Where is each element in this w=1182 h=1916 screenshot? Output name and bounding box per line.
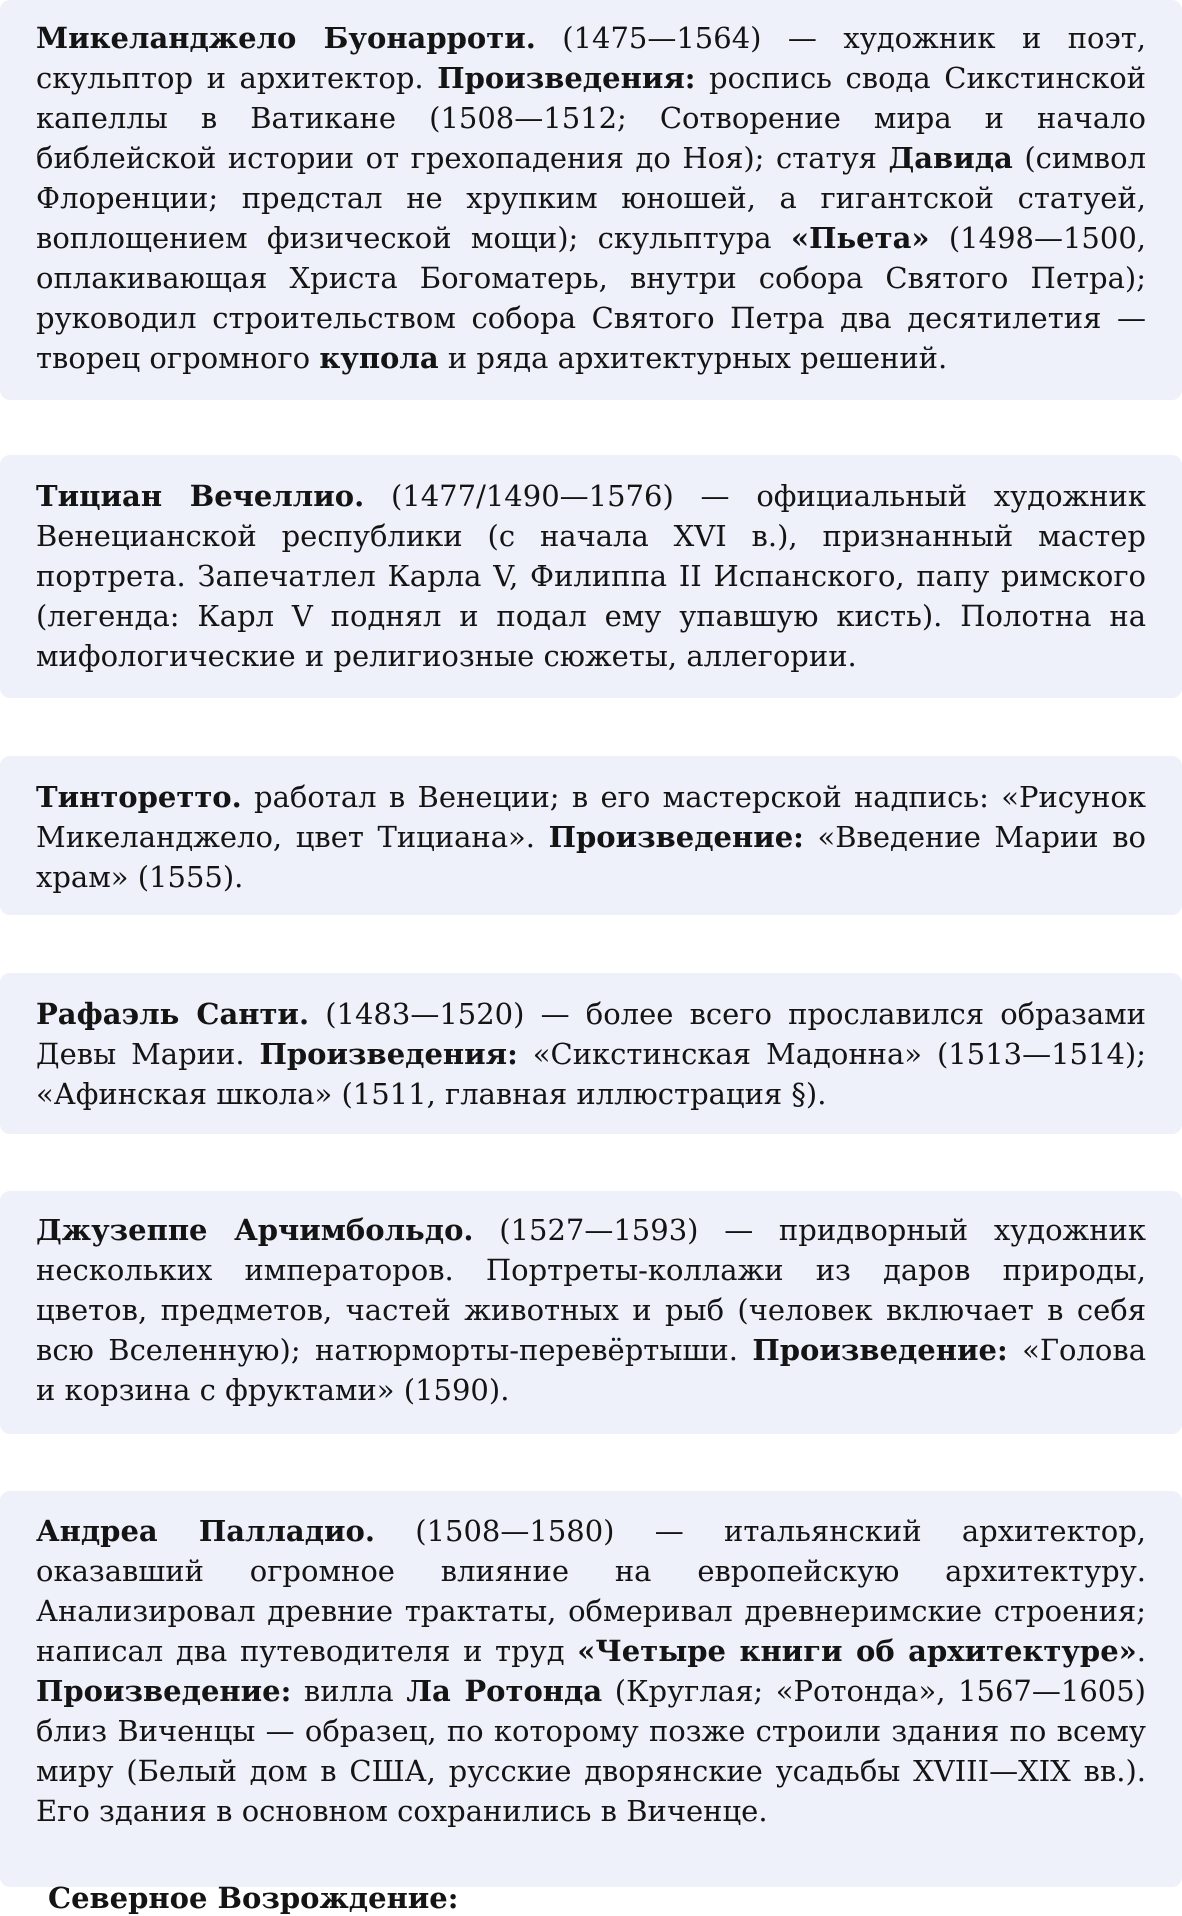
entry-card-raphael <box>0 973 1182 1134</box>
entry-name: Тициан Вечеллио. <box>36 479 365 513</box>
entry-text: Тинторетто. работал в Венеции; в его мастерской надпись: «Рисунок Микеланджело, цвет Тициана». Произведение: «Введение Марии во храм» (1555). <box>36 780 1147 894</box>
entry-text: Микеланджело Буонарроти. (1475—1564) — художник и поэт, скульптор и архитектор. Произведения: роспись свода Сикстинской капеллы в Ватикане (1508—1512; Сотворение мира и начало библейской истории от грехопадения до Ноя); статуя Давида (символ Флоренции; предстал не хрупким юношей, а гигантской статуей, воплощением физической мощи); скульптура «Пьета» (1498—1500, оплакивающая Христа Богоматерь, внутри собора Святого Петра); руководил строительством собора Святого Петра два десятилетия — творец огромного купола и ряда архитектурных решений. <box>36 21 1147 375</box>
entry-text: Рафаэль Санти. (1483—1520) — более всего прославился образами Девы Марии. Произведения: «Сикстинская Мадонна» (1513—1514); «Афинская школа» (1511, главная иллюстрация §). <box>36 997 1146 1111</box>
entry-text: Андреа Палладио. (1508—1580) — итальянский архитектор, оказавший огромное влияние на европейскую архитектуру. Анализировал древние трактаты, обмеривал древнеримские строения; написал два путеводителя и труд «Четыре книги об архитектуре». Произведение: вилла Ла Ротонда (Круглая; «Ротонда», 1567—1605) близ Виченцы — образец, по которому позже строили здания по всему миру (Белый дом в США, русские дворянские усадьбы XVIII—XIX вв.). Его здания в основном сохранились в Виченце. <box>36 1514 1147 1828</box>
entry-card-titian <box>0 455 1182 698</box>
entry-card-tintoretto <box>0 756 1182 915</box>
entry-name: Рафаэль Санти. <box>36 997 310 1031</box>
entry-text: Тициан Вечеллио. (1477/1490—1576) — официальный художник Венецианской республики (с начала XVI в.), признанный мастер портрета. Запечатлел Карла V, Филиппа II Испанского, папу римского (легенда: Карл V поднял и подал ему упавшую кисть). Полотна на мифологические и религиозные сюжеты, аллегории. <box>36 479 1147 673</box>
section-heading-northern-renaissance: Северное Возрождение: <box>48 1881 459 1915</box>
entry-card-arcimboldo <box>0 1191 1182 1434</box>
entry-name: Микеланджело Буонарроти. <box>36 21 536 55</box>
entry-name: Андреа Палладио. <box>36 1514 375 1548</box>
entry-name: Джузеппе Арчимбольдо. <box>36 1213 474 1247</box>
entry-card-michelangelo <box>0 0 1182 400</box>
entry-name: Тинторетто. <box>36 780 242 814</box>
entry-text: Джузеппе Арчимбольдо. (1527—1593) — придворный художник нескольких императоров. Портреты-коллажи из даров природы, цветов, предметов, частей животных и рыб (человек включает в себя всю Вселенную); натюрморты-перевёртыши. Произведение: «Голова и корзина с фруктами» (1590). <box>36 1213 1147 1407</box>
entry-card-palladio <box>0 1491 1182 1887</box>
